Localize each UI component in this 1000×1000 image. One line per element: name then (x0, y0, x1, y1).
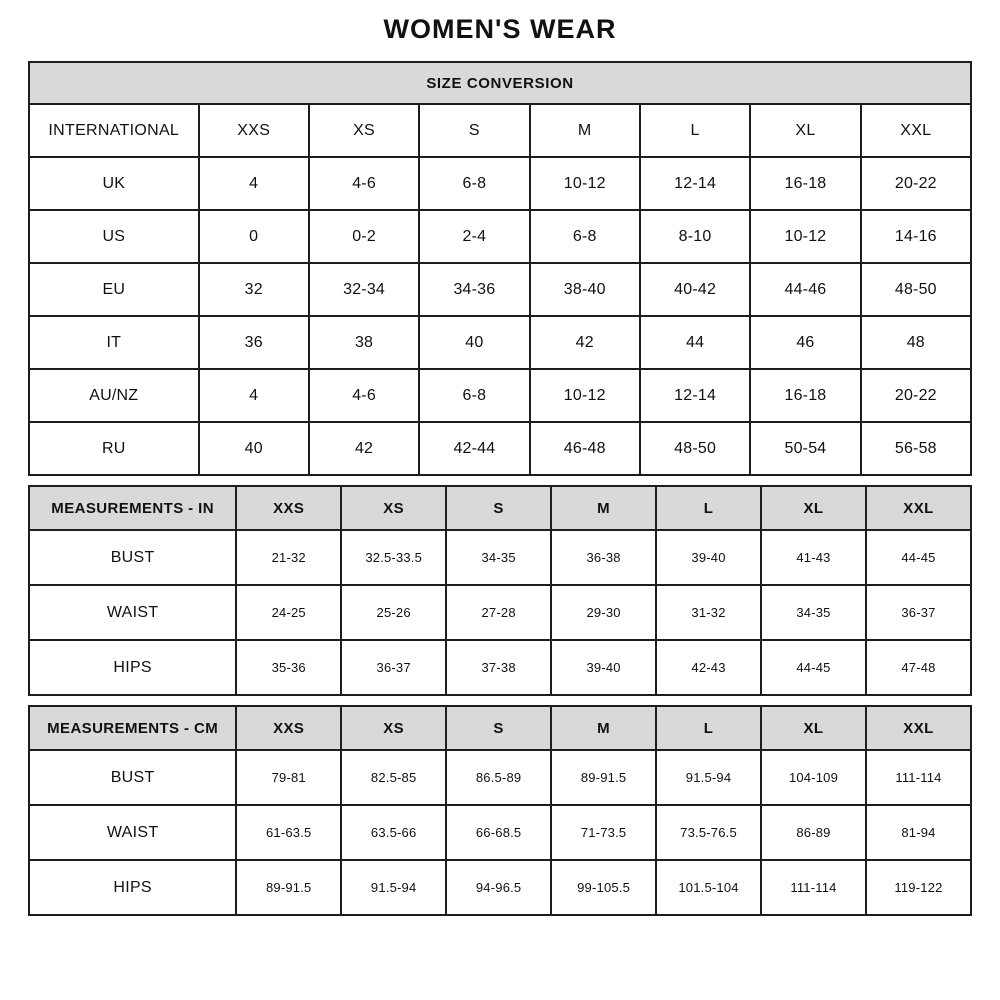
value-cell: 20-22 (861, 157, 971, 210)
value-cell: 39-40 (656, 530, 761, 585)
value-cell: 0-2 (309, 210, 419, 263)
page-title: WOMEN'S WEAR (383, 14, 617, 44)
value-cell: 6-8 (419, 157, 529, 210)
value-cell: 21-32 (236, 530, 341, 585)
value-cell: 39-40 (551, 640, 656, 695)
size-header: S (446, 706, 551, 750)
value-cell: 89-91.5 (236, 860, 341, 915)
row-label: BUST (29, 750, 236, 805)
size-header: XL (761, 486, 866, 530)
value-cell: 44-46 (750, 263, 860, 316)
value-cell: 66-68.5 (446, 805, 551, 860)
value-cell: 4-6 (309, 369, 419, 422)
size-header-row (29, 486, 971, 530)
value-cell: 10-12 (530, 369, 640, 422)
value-cell: 4 (199, 157, 309, 210)
row-label: WAIST (29, 805, 236, 860)
value-cell: 38 (309, 316, 419, 369)
value-cell: 34-35 (446, 530, 551, 585)
corner-header: MEASUREMENTS - CM (29, 706, 236, 750)
table-row (29, 585, 971, 640)
value-cell: 50-54 (750, 422, 860, 475)
row-label: UK (29, 157, 199, 210)
value-cell: 20-22 (861, 369, 971, 422)
row-label: WAIST (29, 585, 236, 640)
value-cell: 34-36 (419, 263, 529, 316)
value-cell: 24-25 (236, 585, 341, 640)
value-cell: 99-105.5 (551, 860, 656, 915)
value-cell: 10-12 (750, 210, 860, 263)
size-header: XS (341, 486, 446, 530)
value-cell: 40 (419, 316, 529, 369)
value-cell: 46 (750, 316, 860, 369)
size-header: XXS (199, 104, 309, 157)
table-row (29, 805, 971, 860)
size-header: XL (750, 104, 860, 157)
measurements-cm-table (28, 705, 972, 916)
value-cell: 82.5-85 (341, 750, 446, 805)
value-cell: 38-40 (530, 263, 640, 316)
size-header: L (640, 104, 750, 157)
row-label: AU/NZ (29, 369, 199, 422)
value-cell: 6-8 (530, 210, 640, 263)
value-cell: 94-96.5 (446, 860, 551, 915)
table-row (29, 530, 971, 585)
value-cell: 42 (530, 316, 640, 369)
corner-header: INTERNATIONAL (29, 104, 199, 157)
value-cell: 16-18 (750, 369, 860, 422)
value-cell: 47-48 (866, 640, 971, 695)
value-cell: 25-26 (341, 585, 446, 640)
size-header-row (29, 104, 971, 157)
row-label: HIPS (29, 860, 236, 915)
row-label: BUST (29, 530, 236, 585)
size-header: XXS (236, 486, 341, 530)
value-cell: 44-45 (761, 640, 866, 695)
size-header: S (446, 486, 551, 530)
value-cell: 86-89 (761, 805, 866, 860)
value-cell: 48-50 (640, 422, 750, 475)
value-cell: 36-38 (551, 530, 656, 585)
value-cell: 12-14 (640, 369, 750, 422)
value-cell: 63.5-66 (341, 805, 446, 860)
table-row (29, 157, 971, 210)
value-cell: 111-114 (761, 860, 866, 915)
value-cell: 48 (861, 316, 971, 369)
value-cell: 40 (199, 422, 309, 475)
size-guide-page (28, 0, 972, 916)
value-cell: 29-30 (551, 585, 656, 640)
table-row (29, 750, 971, 805)
table-banner: SIZE CONVERSION (29, 62, 971, 104)
size-conversion-table (28, 61, 972, 476)
value-cell: 42 (309, 422, 419, 475)
value-cell: 8-10 (640, 210, 750, 263)
row-label: HIPS (29, 640, 236, 695)
value-cell: 40-42 (640, 263, 750, 316)
table-row (29, 210, 971, 263)
value-cell: 27-28 (446, 585, 551, 640)
value-cell: 44 (640, 316, 750, 369)
value-cell: 16-18 (750, 157, 860, 210)
size-header: L (656, 486, 761, 530)
value-cell: 36 (199, 316, 309, 369)
value-cell: 4-6 (309, 157, 419, 210)
size-header: XL (761, 706, 866, 750)
value-cell: 2-4 (419, 210, 529, 263)
value-cell: 44-45 (866, 530, 971, 585)
value-cell: 71-73.5 (551, 805, 656, 860)
value-cell: 42-44 (419, 422, 529, 475)
tables-container (28, 61, 972, 916)
size-header: XXL (866, 706, 971, 750)
value-cell: 61-63.5 (236, 805, 341, 860)
value-cell: 56-58 (861, 422, 971, 475)
value-cell: 32 (199, 263, 309, 316)
value-cell: 111-114 (866, 750, 971, 805)
value-cell: 101.5-104 (656, 860, 761, 915)
value-cell: 10-12 (530, 157, 640, 210)
table-row (29, 640, 971, 695)
value-cell: 34-35 (761, 585, 866, 640)
value-cell: 86.5-89 (446, 750, 551, 805)
table-banner-row (29, 62, 971, 104)
table-row (29, 422, 971, 475)
measurements-in-table (28, 485, 972, 696)
value-cell: 46-48 (530, 422, 640, 475)
value-cell: 42-43 (656, 640, 761, 695)
table-row (29, 369, 971, 422)
size-header: M (530, 104, 640, 157)
size-header: M (551, 486, 656, 530)
size-header-row (29, 706, 971, 750)
value-cell: 0 (199, 210, 309, 263)
value-cell: 32.5-33.5 (341, 530, 446, 585)
value-cell: 31-32 (656, 585, 761, 640)
row-label: RU (29, 422, 199, 475)
value-cell: 73.5-76.5 (656, 805, 761, 860)
size-header: XXS (236, 706, 341, 750)
row-label: US (29, 210, 199, 263)
value-cell: 41-43 (761, 530, 866, 585)
size-header: XS (309, 104, 419, 157)
size-header: L (656, 706, 761, 750)
value-cell: 36-37 (341, 640, 446, 695)
value-cell: 104-109 (761, 750, 866, 805)
value-cell: 6-8 (419, 369, 529, 422)
value-cell: 35-36 (236, 640, 341, 695)
value-cell: 4 (199, 369, 309, 422)
size-header: S (419, 104, 529, 157)
value-cell: 79-81 (236, 750, 341, 805)
value-cell: 36-37 (866, 585, 971, 640)
value-cell: 89-91.5 (551, 750, 656, 805)
row-label: EU (29, 263, 199, 316)
value-cell: 37-38 (446, 640, 551, 695)
value-cell: 48-50 (861, 263, 971, 316)
size-header: XXL (866, 486, 971, 530)
value-cell: 119-122 (866, 860, 971, 915)
value-cell: 14-16 (861, 210, 971, 263)
size-header: XS (341, 706, 446, 750)
size-header: M (551, 706, 656, 750)
value-cell: 91.5-94 (656, 750, 761, 805)
corner-header: MEASUREMENTS - IN (29, 486, 236, 530)
value-cell: 91.5-94 (341, 860, 446, 915)
table-row (29, 316, 971, 369)
row-label: IT (29, 316, 199, 369)
table-row (29, 860, 971, 915)
value-cell: 12-14 (640, 157, 750, 210)
table-row (29, 263, 971, 316)
value-cell: 81-94 (866, 805, 971, 860)
size-header: XXL (861, 104, 971, 157)
value-cell: 32-34 (309, 263, 419, 316)
